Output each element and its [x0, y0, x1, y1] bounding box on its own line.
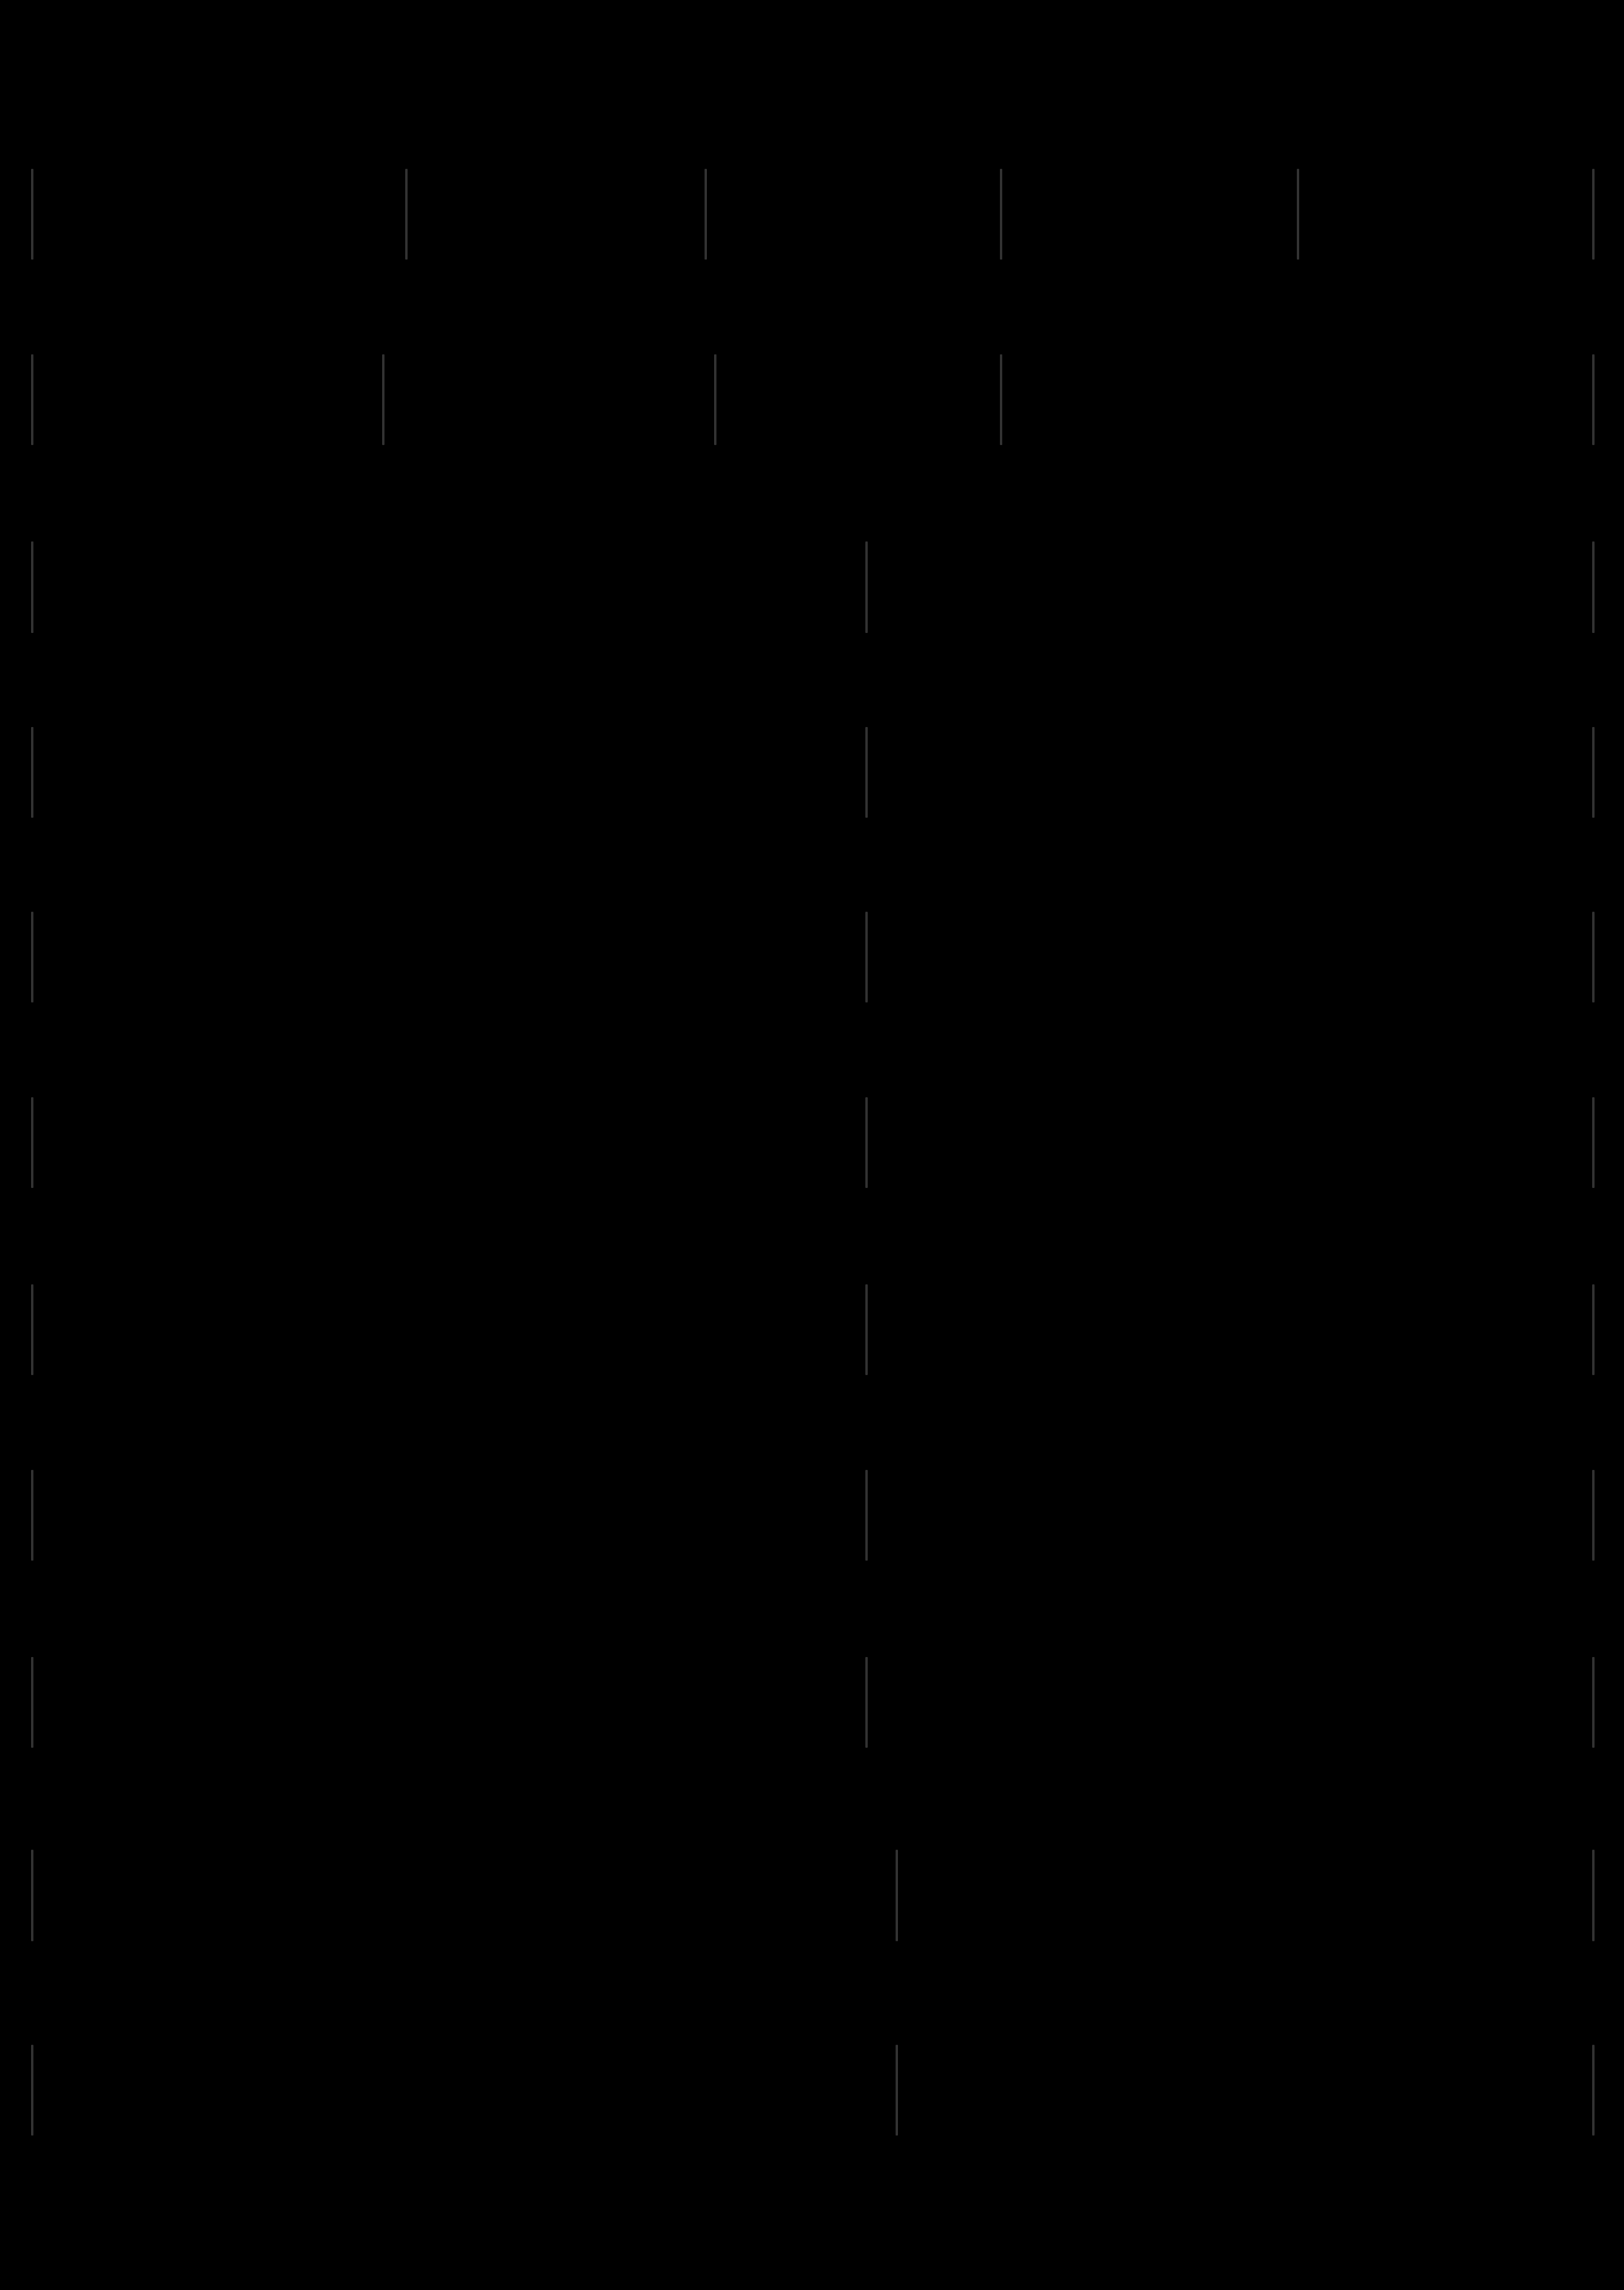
vertical-tick-row3	[1592, 541, 1595, 633]
vertical-tick-row8	[1592, 1470, 1595, 1561]
vertical-tick-row4	[31, 727, 33, 818]
vertical-tick-row2	[714, 354, 716, 445]
vertical-tick-row6	[1592, 1097, 1595, 1188]
vertical-tick-row2	[382, 354, 385, 445]
vertical-tick-row5	[1592, 912, 1595, 1002]
vertical-tick-row9	[31, 1657, 33, 1748]
vertical-tick-row3	[31, 541, 33, 633]
vertical-tick-row11	[31, 2045, 33, 2136]
vertical-tick-row2	[31, 354, 33, 445]
vertical-tick-row6	[865, 1097, 868, 1188]
vertical-tick-row5	[31, 912, 33, 1002]
vertical-tick-row10	[1592, 1850, 1595, 1941]
vertical-tick-row9	[1592, 1657, 1595, 1748]
vertical-tick-row1	[405, 169, 408, 260]
vertical-tick-row7	[865, 1284, 868, 1375]
vertical-tick-row8	[31, 1470, 33, 1561]
vertical-tick-row10	[31, 1850, 33, 1941]
vertical-tick-row10	[896, 1850, 898, 1941]
vertical-tick-row11	[1592, 2045, 1595, 2136]
vertical-tick-row9	[865, 1657, 868, 1748]
vertical-tick-row1	[1592, 169, 1595, 260]
vertical-tick-row1	[705, 169, 707, 260]
vertical-tick-row6	[31, 1097, 33, 1188]
vertical-tick-row7	[1592, 1284, 1595, 1375]
vertical-tick-row5	[865, 912, 868, 1002]
vertical-tick-row1	[31, 169, 33, 260]
vertical-tick-row4	[1592, 727, 1595, 818]
vertical-tick-row1	[1000, 169, 1002, 260]
vertical-tick-row8	[865, 1470, 868, 1561]
vertical-tick-row3	[865, 541, 868, 633]
vertical-tick-row7	[31, 1284, 33, 1375]
vertical-tick-row1	[1297, 169, 1299, 260]
vertical-tick-row11	[896, 2045, 898, 2136]
vertical-tick-row2	[1000, 354, 1002, 445]
vertical-tick-row2	[1592, 354, 1595, 445]
vertical-tick-row4	[865, 727, 868, 818]
